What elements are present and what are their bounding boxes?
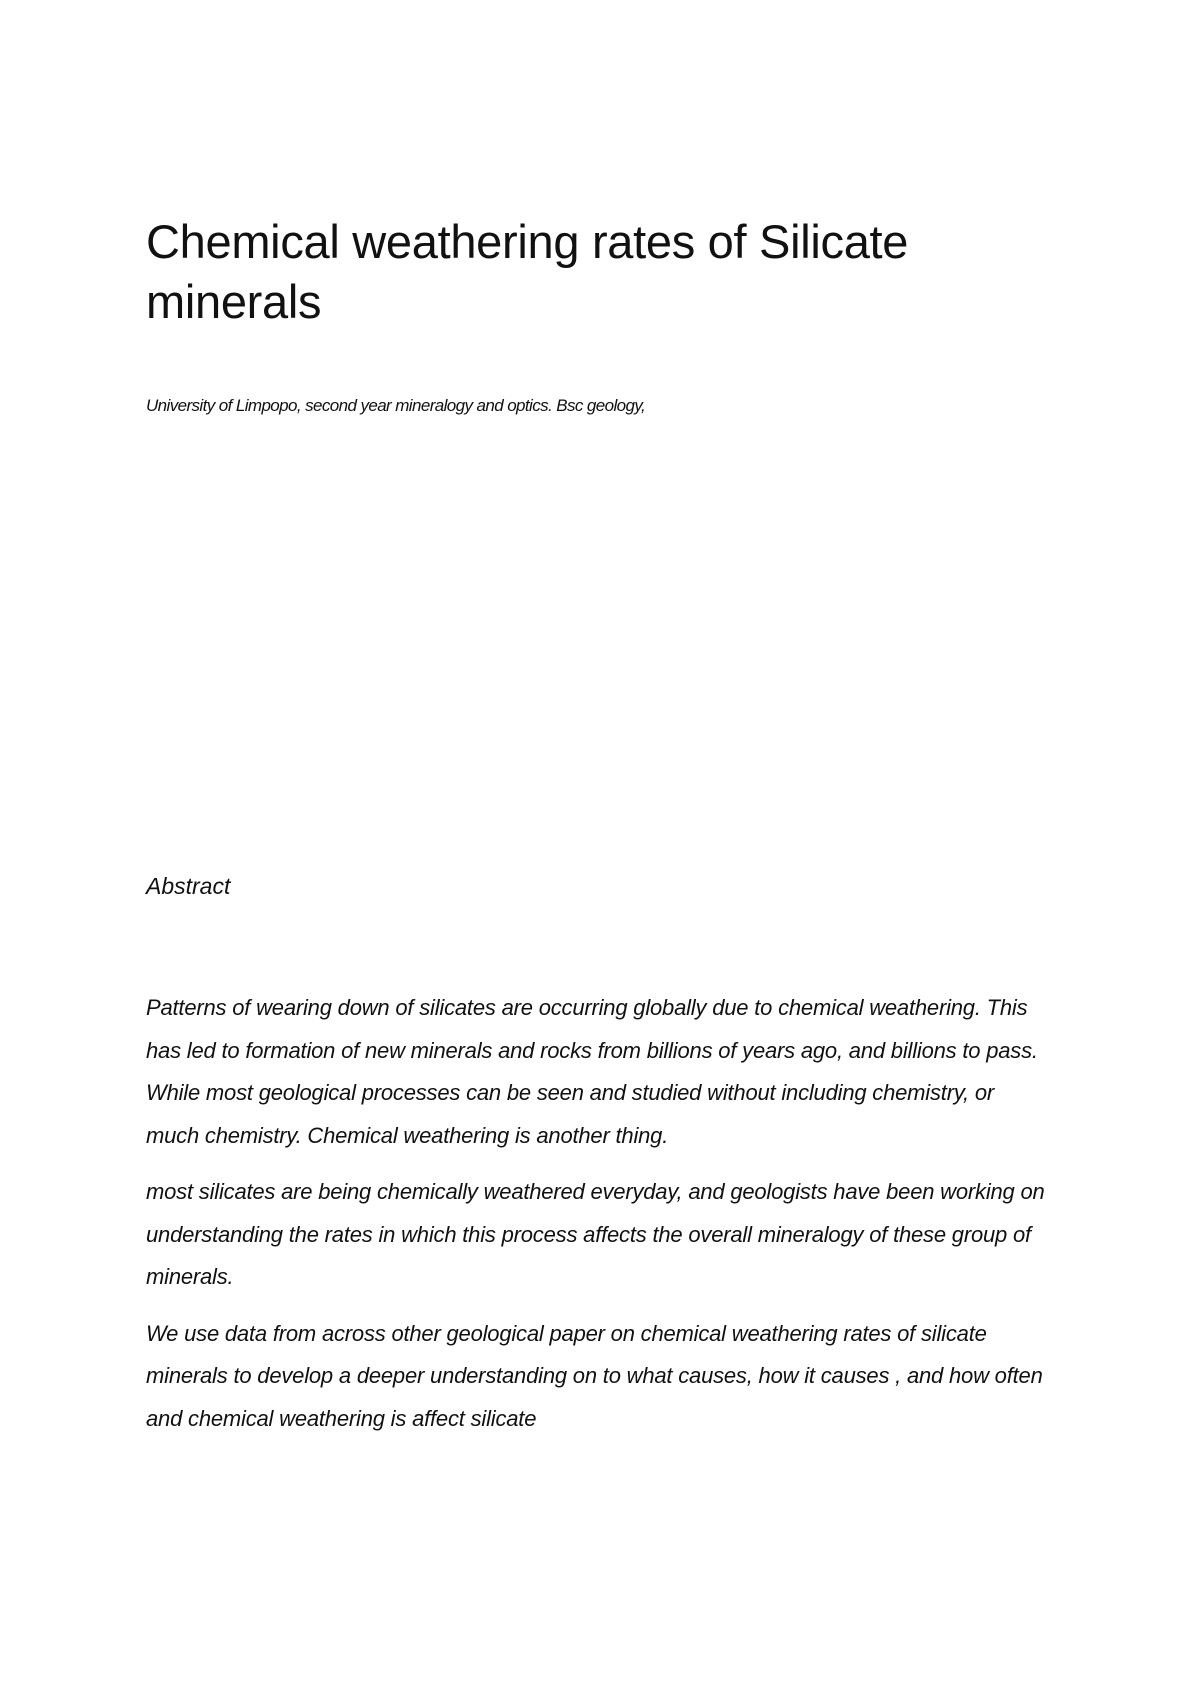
abstract-body: [146, 987, 1046, 1454]
abstract-heading: Abstract: [146, 873, 231, 899]
document-title: Chemical weathering rates of Silicate minerals: [146, 215, 909, 328]
abstract-paragraph: We use data from across other geological paper on chemical weathering rates of silicate minerals to develop a deeper understanding on to what causes, how it causes , and how often and chemical weathering is affect silicate: [146, 1320, 1043, 1431]
abstract-paragraph: Patterns of wearing down of silicates are occurring globally due to chemical weathering. This has led to formation of new minerals and rocks from billions of years ago, and billions to pass. While most geological processes can be seen and studied without including chemistry, or much chemistry. Chemical weathering is another thing.: [146, 995, 1038, 1148]
abstract-paragraph: most silicates are being chemically weathered everyday, and geologists have been working on understanding the rates in which this process affects the overall mineralogy of these group of minerals.: [146, 1179, 1045, 1289]
affiliation-line: University of Limpopo, second year mineralogy and optics. Bsc geology,: [146, 396, 646, 415]
